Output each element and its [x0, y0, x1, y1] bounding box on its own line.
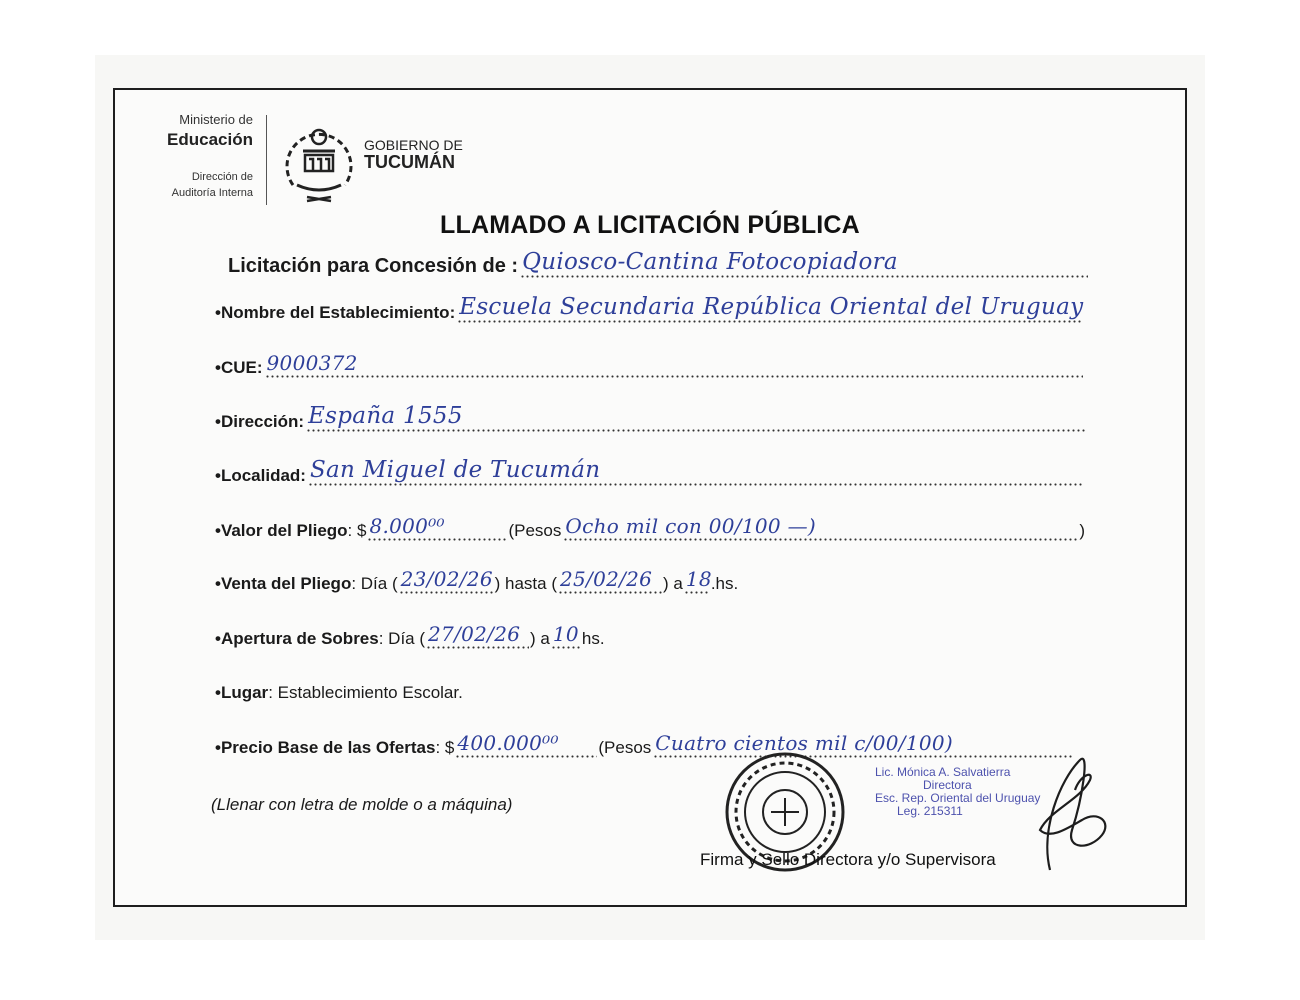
gov-line2: TUCUMÁN	[364, 152, 455, 172]
ministry-line1: Ministerio de	[179, 112, 253, 127]
valor-pesos-label: (Pesos	[508, 521, 562, 540]
precio-row	[215, 731, 1075, 758]
concesion-value: Quiosco-Cantina Fotocopiadora	[522, 249, 898, 275]
apertura-hour: 10	[552, 622, 579, 646]
cue-label: •CUE:	[215, 358, 263, 377]
precio-amount-field[interactable]	[455, 731, 597, 758]
venta-hour-field[interactable]	[684, 567, 712, 594]
concesion-field[interactable]	[520, 249, 1088, 278]
apertura-hs-text: hs.	[581, 629, 605, 648]
valor-amount: 8.000⁰⁰	[369, 514, 445, 538]
director-stamp	[875, 766, 1040, 818]
header-divider	[266, 115, 267, 205]
precio-label: •Precio Base de las Ofertas	[215, 738, 436, 757]
valor-pesos-field[interactable]	[563, 514, 1077, 541]
localidad-value: San Miguel de Tucumán	[309, 457, 601, 483]
signature-caption: Firma y Sello Directora y/o Supervisora	[700, 850, 996, 869]
venta-dia-text: : Día (	[351, 574, 398, 593]
precio-prefix: : $	[435, 738, 455, 757]
venta-to: 25/02/26	[559, 567, 653, 591]
apertura-date: 27/02/26	[428, 622, 521, 646]
valor-close: )	[1079, 521, 1085, 540]
venta-label: •Venta del Pliego	[215, 574, 352, 593]
precio-amount: 400.000⁰⁰	[457, 731, 559, 755]
ministry-dept2: Auditoría Interna	[171, 187, 253, 199]
stamp-line2: Directora	[923, 778, 972, 792]
cue-field[interactable]	[265, 351, 1083, 378]
apertura-hour-field[interactable]	[551, 622, 581, 649]
ministry-line2: Educación	[167, 130, 253, 149]
valor-prefix: : $	[347, 521, 367, 540]
direccion-row	[215, 403, 1089, 432]
apertura-row	[215, 622, 605, 649]
localidad-row	[215, 457, 1085, 486]
cue-value: 9000372	[266, 351, 358, 375]
lugar-value: : Establecimiento Escolar.	[268, 683, 463, 702]
concesion-label: Licitación para Concesión de :	[228, 255, 519, 277]
stamp-line1: Lic. Mónica A. Salvatierra	[875, 765, 1011, 779]
venta-to-field[interactable]	[558, 567, 662, 594]
concesion-row	[228, 249, 1090, 278]
venta-from: 23/02/26	[400, 567, 493, 591]
venta-hasta-text: ) hasta (	[494, 574, 557, 593]
valor-amount-field[interactable]	[367, 514, 507, 541]
cue-row	[215, 351, 1085, 378]
localidad-field[interactable]	[308, 457, 1083, 486]
establecimiento-field[interactable]	[457, 294, 1084, 323]
venta-hs-text: .hs.	[710, 574, 739, 593]
instructions-note: (Llenar con letra de molde o a máquina)	[211, 795, 513, 814]
valor-label: •Valor del Pliego	[215, 521, 348, 540]
page-title: LLAMADO A LICITACIÓN PÚBLICA	[440, 211, 860, 239]
precio-pesos-field[interactable]	[653, 731, 1073, 758]
apertura-a-text: ) a	[530, 629, 550, 648]
direccion-value: España 1555	[308, 403, 463, 429]
lugar-label: •Lugar	[215, 683, 269, 702]
signature-icon	[1020, 740, 1120, 880]
localidad-label: •Localidad:	[215, 466, 306, 485]
lugar-row	[215, 683, 463, 703]
venta-a-text: ) a	[662, 574, 683, 593]
venta-row	[215, 567, 739, 594]
establecimiento-value: Escuela Secundaria República Oriental del Uruguay	[459, 294, 1084, 320]
precio-pesos-value: Cuatro cientos mil c/00/100)	[655, 731, 954, 755]
establecimiento-row	[215, 294, 1085, 323]
gov-line1: GOBIERNO DE	[364, 137, 463, 153]
notice-form	[113, 88, 1187, 907]
tucuman-seal-icon	[283, 115, 355, 205]
apertura-label: •Apertura de Sobres	[215, 629, 379, 648]
venta-from-field[interactable]	[399, 567, 494, 594]
apertura-dia-text: : Día (	[378, 629, 426, 648]
stamp-line4: Leg. 215311	[897, 804, 963, 818]
valor-row	[215, 514, 1085, 541]
direccion-field[interactable]	[306, 403, 1087, 432]
venta-hour: 18	[685, 567, 712, 591]
stamp-line3: Esc. Rep. Oriental del Uruguay	[875, 791, 1041, 805]
ministry-dept1: Dirección de	[191, 171, 253, 183]
precio-pesos-label: (Pesos	[598, 738, 652, 757]
valor-pesos-value: Ocho mil con 00/100 —)	[565, 514, 816, 538]
direccion-label: •Dirección:	[215, 412, 305, 431]
establecimiento-label: •Nombre del Establecimiento:	[215, 303, 456, 322]
apertura-date-field[interactable]	[426, 622, 529, 649]
